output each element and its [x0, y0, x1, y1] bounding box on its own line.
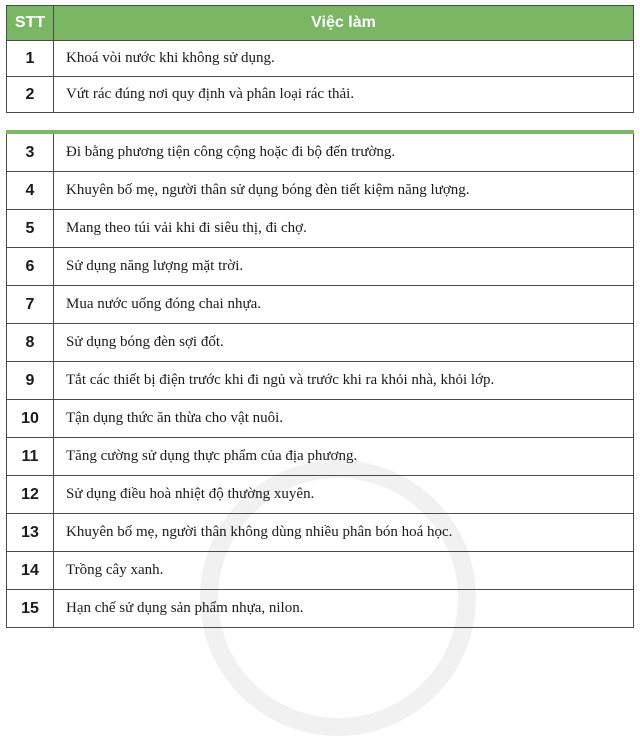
table-row [7, 590, 634, 628]
row-stt: 13 [7, 514, 54, 552]
row-task: Hạn chế sử dụng sản phẩm nhựa, nilon. [54, 590, 634, 628]
row-stt: 12 [7, 476, 54, 514]
table-row [7, 324, 634, 362]
tasks-table-part-1 [6, 5, 634, 113]
row-stt: 1 [7, 41, 54, 77]
table-row [7, 438, 634, 476]
row-task: Sử dụng năng lượng mặt trời. [54, 248, 634, 286]
row-task: Mua nước uống đóng chai nhựa. [54, 286, 634, 324]
row-task: Sử dụng điều hoà nhiệt độ thường xuyên. [54, 476, 634, 514]
table-row [7, 476, 634, 514]
table-row [7, 41, 634, 77]
table-header-row [7, 6, 634, 41]
header-stt: STT [7, 6, 54, 41]
row-stt: 15 [7, 590, 54, 628]
row-stt: 14 [7, 552, 54, 590]
row-task: Trồng cây xanh. [54, 552, 634, 590]
row-stt: 6 [7, 248, 54, 286]
table-row [7, 552, 634, 590]
row-stt: 11 [7, 438, 54, 476]
row-stt: 7 [7, 286, 54, 324]
row-task: Tắt các thiết bị điện trước khi đi ngủ và trước khi ra khỏi nhà, khỏi lớp. [54, 362, 634, 400]
row-task: Khuyên bố mẹ, người thân không dùng nhiều phân bón hoá học. [54, 514, 634, 552]
row-stt: 9 [7, 362, 54, 400]
row-task: Sử dụng bóng đèn sợi đốt. [54, 324, 634, 362]
row-stt: 3 [7, 132, 54, 172]
table-row [7, 362, 634, 400]
table-row [7, 514, 634, 552]
row-task: Đi bằng phương tiện công cộng hoặc đi bộ đến trường. [54, 132, 634, 172]
header-task: Việc làm [54, 6, 634, 41]
row-stt: 4 [7, 172, 54, 210]
row-stt: 8 [7, 324, 54, 362]
row-task: Tăng cường sử dụng thực phẩm của địa phương. [54, 438, 634, 476]
row-task: Mang theo túi vải khi đi siêu thị, đi chợ. [54, 210, 634, 248]
table-row [7, 286, 634, 324]
table-row [7, 172, 634, 210]
row-stt: 5 [7, 210, 54, 248]
table-row [7, 210, 634, 248]
table-row [7, 132, 634, 172]
row-task: Tận dụng thức ăn thừa cho vật nuôi. [54, 400, 634, 438]
table-row [7, 248, 634, 286]
tasks-table-part-2 [6, 130, 634, 628]
row-task: Vứt rác đúng nơi quy định và phân loại rác thải. [54, 77, 634, 113]
row-stt: 2 [7, 77, 54, 113]
row-task: Khuyên bố mẹ, người thân sử dụng bóng đèn tiết kiệm năng lượng. [54, 172, 634, 210]
table-row [7, 400, 634, 438]
row-task: Khoá vòi nước khi không sử dụng. [54, 41, 634, 77]
row-stt: 10 [7, 400, 54, 438]
table-row [7, 77, 634, 113]
